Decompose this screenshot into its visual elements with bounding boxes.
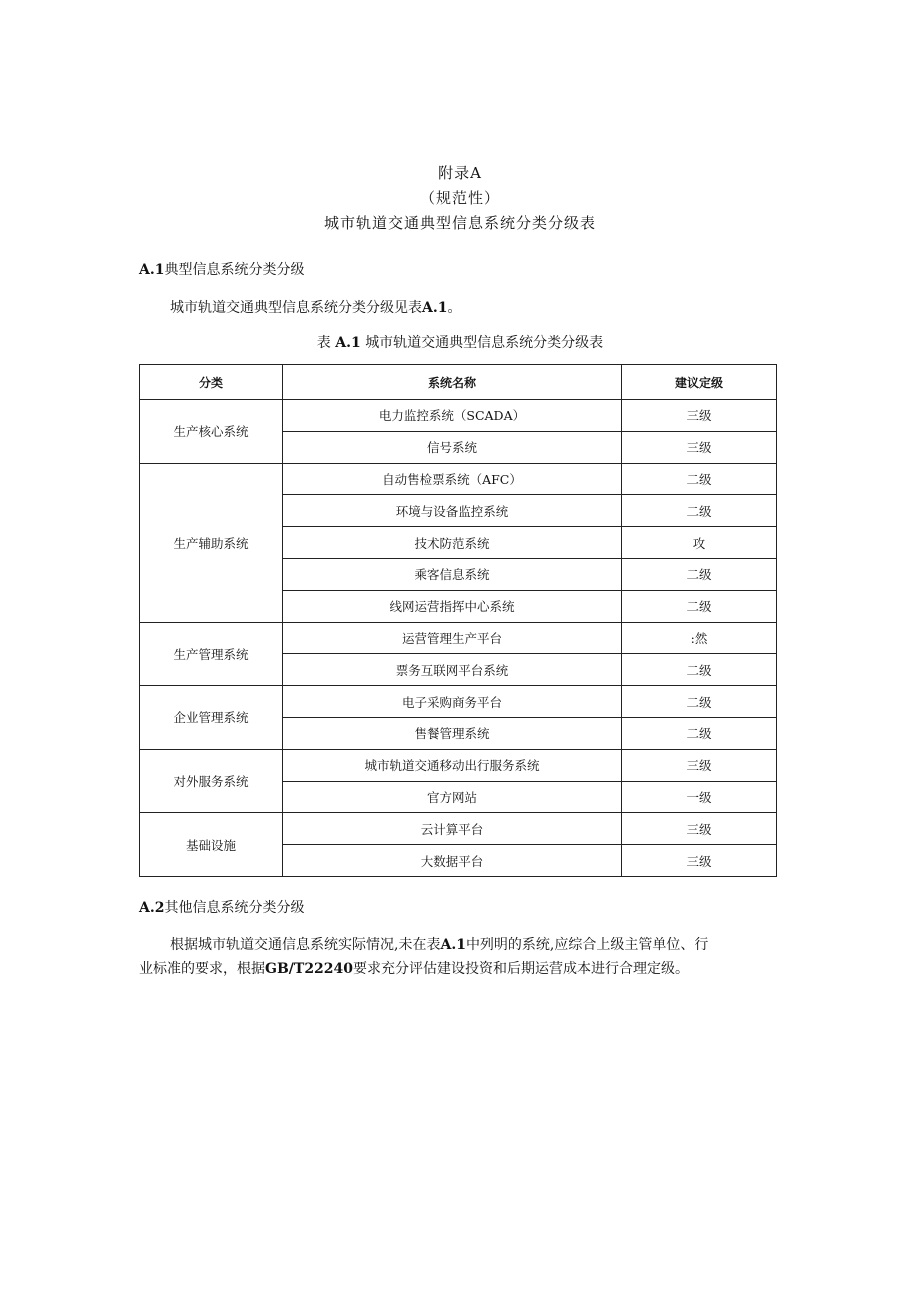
level-cell: 三级 — [622, 749, 777, 781]
header-level: 建议定级 — [622, 365, 777, 400]
header-system-name: 系统名称 — [283, 365, 622, 400]
classification-table — [139, 364, 777, 877]
system-name-cell: 云计算平台 — [283, 813, 622, 845]
section-a2-number: A.2 — [139, 900, 165, 916]
caption-prefix: 表 — [316, 335, 331, 351]
system-name-cell: 票务互联网平台系统 — [283, 654, 622, 686]
level-cell: 二级 — [622, 717, 777, 749]
level-cell: 二级 — [622, 463, 777, 495]
para2-table-ref: A.1 — [440, 937, 466, 953]
table-row — [140, 622, 777, 654]
level-cell: 三级 — [622, 845, 777, 877]
para-text: 城市轨道交通典型信息系统分类分级见表 — [170, 300, 422, 316]
level-cell: 三级 — [622, 431, 777, 463]
para2-text-2: 中列明的系统,应综合上级主管单位、行 — [465, 937, 709, 953]
system-name-cell: 环境与设备监控系统 — [283, 495, 622, 527]
header-category: 分类 — [140, 365, 283, 400]
section-a1-heading — [139, 259, 304, 279]
appendix-label: 附录A — [438, 164, 482, 182]
system-name-cell: 运营管理生产平台 — [283, 622, 622, 654]
system-name-cell: 电子采购商务平台 — [283, 686, 622, 718]
para2-standard-ref: GB/T22240 — [265, 961, 354, 977]
table-row — [140, 749, 777, 781]
system-name-cell: 城市轨道交通移动出行服务系统 — [283, 749, 622, 781]
category-cell: 生产核心系统 — [140, 400, 283, 464]
category-cell: 基础设施 — [140, 813, 283, 877]
system-name-cell: 乘客信息系统 — [283, 558, 622, 590]
level-cell: 三级 — [622, 813, 777, 845]
appendix-nature: （规范性） — [419, 189, 500, 207]
para2-text-3: 业标准的要求，根据 — [139, 961, 265, 977]
system-name-cell: 自动售检票系统（AFC） — [283, 463, 622, 495]
section-a2-title: 其他信息系统分类分级 — [164, 900, 305, 916]
table-row — [140, 400, 777, 432]
section-a2-paragraph — [170, 932, 780, 958]
section-a1-title: 典型信息系统分类分级 — [164, 262, 305, 278]
table-row — [140, 686, 777, 718]
system-name-cell: 售餐管理系统 — [283, 717, 622, 749]
table-row — [140, 463, 777, 495]
table-header-row — [140, 365, 777, 400]
system-name-cell: 线网运营指挥中心系统 — [283, 590, 622, 622]
section-a1-paragraph — [170, 297, 461, 317]
section-a2-heading — [139, 897, 304, 917]
para-table-ref: A.1 — [422, 300, 448, 316]
category-cell: 对外服务系统 — [140, 749, 283, 813]
para2-text-1: 根据城市轨道交通信息系统实际情况,未在表 — [170, 937, 441, 953]
section-a2-paragraph-line2 — [139, 958, 779, 978]
category-cell: 企业管理系统 — [140, 686, 283, 750]
level-cell: 二级 — [622, 686, 777, 718]
level-cell: 一级 — [622, 781, 777, 813]
level-cell: 攻 — [622, 527, 777, 559]
category-cell: 生产管理系统 — [140, 622, 283, 686]
caption-title: 城市轨道交通典型信息系统分类分级表 — [365, 335, 604, 351]
table-row — [140, 813, 777, 845]
caption-number: A.1 — [335, 335, 361, 351]
system-name-cell: 官方网站 — [283, 781, 622, 813]
system-name-cell: 技术防范系统 — [283, 527, 622, 559]
level-cell: 二级 — [622, 495, 777, 527]
level-cell: 三级 — [622, 400, 777, 432]
para-end: 。 — [447, 300, 462, 316]
appendix-title: 城市轨道交通典型信息系统分类分级表 — [323, 214, 596, 232]
system-name-cell: 信号系统 — [283, 431, 622, 463]
level-cell: 二级 — [622, 558, 777, 590]
level-cell: 二级 — [622, 590, 777, 622]
system-name-cell: 大数据平台 — [283, 845, 622, 877]
level-cell: :然 — [622, 622, 777, 654]
para2-text-4: 要求充分评估建设投资和后期运营成本进行合理定级。 — [353, 961, 690, 977]
level-cell: 二级 — [622, 654, 777, 686]
table-caption — [0, 332, 920, 352]
system-name-cell: 电力监控系统（SCADA） — [283, 400, 622, 432]
section-a1-number: A.1 — [139, 262, 165, 278]
category-cell: 生产辅助系统 — [140, 463, 283, 622]
classification-table-wrapper — [139, 364, 776, 880]
